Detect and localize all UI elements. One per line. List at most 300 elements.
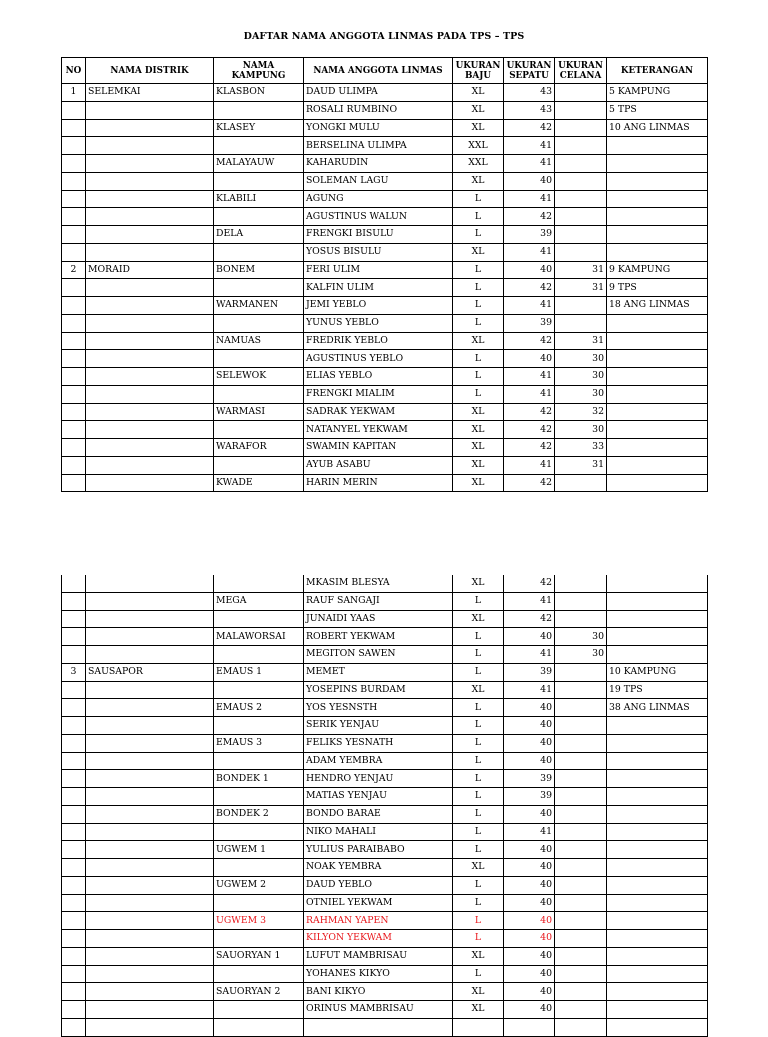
cell-kampung [214, 930, 304, 948]
cell-no [62, 859, 86, 877]
cell-baju: L [453, 912, 504, 930]
cell-baju: L [453, 752, 504, 770]
cell-baju: L [453, 314, 504, 332]
cell-baju: L [453, 297, 504, 315]
cell-baju: XL [453, 947, 504, 965]
cell-nama: KAHARUDIN [304, 155, 453, 173]
cell-celana [555, 876, 607, 894]
cell-kampung: WARMANEN [214, 297, 304, 315]
cell-keterangan: 10 ANG LINMAS [607, 119, 708, 137]
cell-keterangan [607, 385, 708, 403]
cell-kampung [214, 859, 304, 877]
table-row [62, 734, 708, 752]
table-row [62, 439, 708, 457]
table-row [62, 752, 708, 770]
table-row [62, 610, 708, 628]
cell-no [62, 243, 86, 261]
cell-no [62, 575, 86, 592]
cell-kampung: EMAUS 3 [214, 734, 304, 752]
cell-celana [555, 859, 607, 877]
cell-no [62, 610, 86, 628]
table-row [62, 823, 708, 841]
cell-baju: L [453, 876, 504, 894]
cell-no: 3 [62, 663, 86, 681]
cell-keterangan [607, 734, 708, 752]
cell-kampung: SELEWOK [214, 368, 304, 386]
cell-no [62, 314, 86, 332]
table-row [62, 243, 708, 261]
cell-sepatu: 40 [504, 699, 555, 717]
cell-sepatu: 40 [504, 261, 555, 279]
cell-distrik [86, 226, 214, 244]
cell-celana [555, 1018, 607, 1036]
cell-celana [555, 297, 607, 315]
cell-no [62, 930, 86, 948]
cell-keterangan: 5 TPS [607, 101, 708, 119]
cell-keterangan [607, 226, 708, 244]
cell-no [62, 646, 86, 664]
table-row [62, 368, 708, 386]
cell-no [62, 628, 86, 646]
table-row [62, 805, 708, 823]
cell-kampung [214, 350, 304, 368]
cell-nama: ROBERT YEKWAM [304, 628, 453, 646]
cell-baju: L [453, 734, 504, 752]
cell-distrik [86, 403, 214, 421]
cell-baju: L [453, 823, 504, 841]
cell-sepatu: 39 [504, 770, 555, 788]
cell-sepatu: 40 [504, 1001, 555, 1019]
cell-baju: L [453, 841, 504, 859]
cell-baju: XL [453, 172, 504, 190]
cell-baju: L [453, 208, 504, 226]
table-row [62, 1001, 708, 1019]
cell-kampung [214, 610, 304, 628]
cell-no [62, 172, 86, 190]
cell-nama: AGUSTINUS YEBLO [304, 350, 453, 368]
cell-keterangan [607, 912, 708, 930]
table-row [62, 297, 708, 315]
table-row [62, 894, 708, 912]
cell-distrik [86, 172, 214, 190]
cell-celana [555, 1001, 607, 1019]
cell-keterangan [607, 947, 708, 965]
cell-nama: SOLEMAN LAGU [304, 172, 453, 190]
cell-celana [555, 752, 607, 770]
cell-kampung: BONDEK 1 [214, 770, 304, 788]
cell-kampung: MALAYAUW [214, 155, 304, 173]
cell-sepatu: 40 [504, 983, 555, 1001]
cell-baju: XL [453, 859, 504, 877]
cell-baju: L [453, 699, 504, 717]
cell-distrik [86, 841, 214, 859]
cell-no [62, 474, 86, 492]
cell-distrik [86, 474, 214, 492]
cell-sepatu: 40 [504, 805, 555, 823]
cell-baju: XL [453, 983, 504, 1001]
cell-no [62, 226, 86, 244]
table-row [62, 859, 708, 877]
cell-celana [555, 155, 607, 173]
cell-nama: FRENGKI BISULU [304, 226, 453, 244]
cell-nama: RAUF SANGAJI [304, 592, 453, 610]
cell-celana: 31 [555, 456, 607, 474]
table-row [62, 137, 708, 155]
cell-celana [555, 734, 607, 752]
cell-no [62, 841, 86, 859]
table-row [62, 770, 708, 788]
cell-no [62, 456, 86, 474]
cell-sepatu: 42 [504, 279, 555, 297]
cell-keterangan [607, 243, 708, 261]
cell-no: 1 [62, 84, 86, 102]
cell-nama: NIKO MAHALI [304, 823, 453, 841]
cell-nama: JUNAIDI YAAS [304, 610, 453, 628]
table-row [62, 947, 708, 965]
cell-keterangan: 38 ANG LINMAS [607, 699, 708, 717]
cell-no [62, 403, 86, 421]
table-row [62, 119, 708, 137]
cell-kampung: MEGA [214, 592, 304, 610]
cell-nama: FELIKS YESNATH [304, 734, 453, 752]
cell-sepatu: 41 [504, 155, 555, 173]
cell-nama: YOSUS BISULU [304, 243, 453, 261]
cell-nama: ELIAS YEBLO [304, 368, 453, 386]
cell-nama: KALFIN ULIM [304, 279, 453, 297]
cell-keterangan [607, 752, 708, 770]
cell-baju: XL [453, 243, 504, 261]
cell-kampung: UGWEM 2 [214, 876, 304, 894]
cell-keterangan [607, 983, 708, 1001]
cell-celana: 31 [555, 261, 607, 279]
cell-baju: XL [453, 421, 504, 439]
cell-baju: XL [453, 1001, 504, 1019]
cell-keterangan: 9 KAMPUNG [607, 261, 708, 279]
cell-sepatu: 40 [504, 172, 555, 190]
cell-distrik [86, 610, 214, 628]
cell-kampung: SAUORYAN 1 [214, 947, 304, 965]
cell-kampung: BONEM [214, 261, 304, 279]
cell-sepatu: 40 [504, 965, 555, 983]
cell-celana: 31 [555, 332, 607, 350]
cell-no [62, 439, 86, 457]
cell-kampung [214, 172, 304, 190]
cell-nama: YULIUS PARAIBABO [304, 841, 453, 859]
cell-keterangan [607, 421, 708, 439]
cell-celana [555, 788, 607, 806]
cell-distrik [86, 439, 214, 457]
cell-nama: NOAK YEMBRA [304, 859, 453, 877]
cell-nama: ROSALI RUMBINO [304, 101, 453, 119]
cell-no [62, 368, 86, 386]
cell-no [62, 1018, 86, 1036]
cell-kampung [214, 101, 304, 119]
cell-no [62, 385, 86, 403]
cell-baju: L [453, 368, 504, 386]
cell-no [62, 297, 86, 315]
cell-baju: XL [453, 681, 504, 699]
cell-distrik [86, 912, 214, 930]
table-row [62, 575, 708, 592]
cell-distrik [86, 805, 214, 823]
cell-baju: L [453, 592, 504, 610]
cell-baju: XL [453, 439, 504, 457]
table-row [62, 190, 708, 208]
cell-distrik [86, 788, 214, 806]
cell-baju: L [453, 226, 504, 244]
cell-keterangan [607, 332, 708, 350]
cell-sepatu: 40 [504, 752, 555, 770]
cell-celana [555, 226, 607, 244]
cell-no [62, 947, 86, 965]
cell-keterangan: 18 ANG LINMAS [607, 297, 708, 315]
cell-nama: MKASIM BLESYA [304, 575, 453, 592]
cell-kampung: WARMASI [214, 403, 304, 421]
cell-kampung: SAUORYAN 2 [214, 983, 304, 1001]
cell-kampung: NAMUAS [214, 332, 304, 350]
cell-nama: DAUD ULIMPA [304, 84, 453, 102]
cell-kampung [214, 279, 304, 297]
linmas-table-page-1 [61, 57, 708, 492]
cell-celana [555, 474, 607, 492]
cell-keterangan [607, 456, 708, 474]
cell-nama: ORINUS MAMBRISAU [304, 1001, 453, 1019]
cell-no [62, 788, 86, 806]
cell-nama: NATANYEL YEKWAM [304, 421, 453, 439]
table-row [62, 681, 708, 699]
cell-keterangan [607, 894, 708, 912]
cell-no [62, 332, 86, 350]
cell-kampung: KLASBON [214, 84, 304, 102]
cell-celana: 32 [555, 403, 607, 421]
cell-distrik [86, 823, 214, 841]
cell-sepatu: 40 [504, 717, 555, 735]
cell-celana: 30 [555, 368, 607, 386]
cell-celana [555, 681, 607, 699]
cell-kampung [214, 208, 304, 226]
header-baju: UKURAN BAJU [453, 58, 504, 84]
cell-celana [555, 930, 607, 948]
cell-baju: L [453, 770, 504, 788]
cell-distrik [86, 930, 214, 948]
cell-kampung [214, 575, 304, 592]
table-row [62, 350, 708, 368]
cell-celana [555, 717, 607, 735]
cell-distrik [86, 1001, 214, 1019]
cell-baju: XL [453, 332, 504, 350]
cell-keterangan [607, 403, 708, 421]
cell-distrik [86, 279, 214, 297]
cell-sepatu: 41 [504, 297, 555, 315]
cell-baju: L [453, 385, 504, 403]
cell-no [62, 155, 86, 173]
cell-distrik: MORAID [86, 261, 214, 279]
cell-baju: XL [453, 119, 504, 137]
cell-sepatu: 40 [504, 947, 555, 965]
cell-nama: AGUNG [304, 190, 453, 208]
cell-keterangan [607, 841, 708, 859]
cell-distrik [86, 456, 214, 474]
table-row [62, 876, 708, 894]
cell-sepatu: 42 [504, 474, 555, 492]
cell-celana: 30 [555, 421, 607, 439]
cell-kampung [214, 1018, 304, 1036]
cell-distrik [86, 859, 214, 877]
cell-kampung: WARAFOR [214, 439, 304, 457]
cell-distrik [86, 734, 214, 752]
cell-no [62, 101, 86, 119]
cell-keterangan [607, 350, 708, 368]
cell-baju: XL [453, 84, 504, 102]
cell-baju: L [453, 646, 504, 664]
cell-keterangan [607, 314, 708, 332]
cell-distrik [86, 947, 214, 965]
cell-nama: FRENGKI MIALIM [304, 385, 453, 403]
cell-sepatu: 42 [504, 332, 555, 350]
cell-no: 2 [62, 261, 86, 279]
cell-keterangan [607, 823, 708, 841]
cell-distrik [86, 646, 214, 664]
header-nama: NAMA ANGGOTA LINMAS [304, 58, 453, 84]
table-row [62, 663, 708, 681]
cell-nama: MATIAS YENJAU [304, 788, 453, 806]
cell-baju: XL [453, 403, 504, 421]
cell-sepatu: 40 [504, 350, 555, 368]
cell-baju: XL [453, 610, 504, 628]
table-row [62, 717, 708, 735]
header-distrik: NAMA DISTRIK [86, 58, 214, 84]
cell-distrik [86, 717, 214, 735]
cell-celana [555, 575, 607, 592]
cell-kampung [214, 385, 304, 403]
cell-kampung [214, 314, 304, 332]
cell-sepatu: 41 [504, 646, 555, 664]
cell-celana [555, 610, 607, 628]
cell-sepatu: 42 [504, 119, 555, 137]
table-row [62, 912, 708, 930]
cell-nama: DAUD YEBLO [304, 876, 453, 894]
cell-sepatu: 42 [504, 610, 555, 628]
cell-kampung: KLASEY [214, 119, 304, 137]
cell-kampung: EMAUS 2 [214, 699, 304, 717]
cell-sepatu: 43 [504, 101, 555, 119]
cell-kampung [214, 456, 304, 474]
cell-no [62, 279, 86, 297]
table-row [62, 172, 708, 190]
table-row [62, 965, 708, 983]
cell-celana [555, 663, 607, 681]
cell-sepatu: 42 [504, 575, 555, 592]
cell-celana: 30 [555, 646, 607, 664]
cell-sepatu: 41 [504, 456, 555, 474]
cell-celana: 33 [555, 439, 607, 457]
cell-distrik [86, 190, 214, 208]
cell-kampung [214, 137, 304, 155]
cell-sepatu: 41 [504, 137, 555, 155]
cell-distrik: SAUSAPOR [86, 663, 214, 681]
cell-nama: RAHMAN YAPEN [304, 912, 453, 930]
linmas-table-page-2 [61, 575, 708, 1037]
cell-sepatu: 39 [504, 226, 555, 244]
cell-nama: JEMI YEBLO [304, 297, 453, 315]
cell-nama: BANI KIKYO [304, 983, 453, 1001]
cell-nama: SADRAK YEKWAM [304, 403, 453, 421]
cell-no [62, 119, 86, 137]
cell-distrik [86, 1018, 214, 1036]
cell-no [62, 137, 86, 155]
cell-keterangan [607, 646, 708, 664]
cell-nama: YOS YESNSTH [304, 699, 453, 717]
cell-baju: L [453, 628, 504, 646]
cell-distrik [86, 628, 214, 646]
cell-celana [555, 172, 607, 190]
cell-nama: SWAMIN KAPITAN [304, 439, 453, 457]
cell-no [62, 823, 86, 841]
cell-nama: SERIK YENJAU [304, 717, 453, 735]
table-row [62, 421, 708, 439]
cell-distrik [86, 983, 214, 1001]
cell-celana: 30 [555, 350, 607, 368]
table-row [62, 930, 708, 948]
cell-baju: L [453, 279, 504, 297]
cell-keterangan [607, 208, 708, 226]
cell-distrik [86, 332, 214, 350]
header-keterangan: KETERANGAN [607, 58, 708, 84]
cell-distrik [86, 243, 214, 261]
cell-kampung: KLABILI [214, 190, 304, 208]
cell-celana [555, 208, 607, 226]
cell-celana: 30 [555, 385, 607, 403]
cell-sepatu [504, 1018, 555, 1036]
cell-nama: LUFUT MAMBRISAU [304, 947, 453, 965]
cell-no [62, 752, 86, 770]
cell-distrik [86, 681, 214, 699]
cell-keterangan: 9 TPS [607, 279, 708, 297]
table-row [62, 226, 708, 244]
cell-keterangan [607, 610, 708, 628]
cell-distrik [86, 752, 214, 770]
cell-distrik: SELEMKAI [86, 84, 214, 102]
table-row [62, 646, 708, 664]
cell-sepatu: 40 [504, 859, 555, 877]
cell-nama: MEMET [304, 663, 453, 681]
cell-celana [555, 137, 607, 155]
cell-kampung: BONDEK 2 [214, 805, 304, 823]
cell-kampung: MALAWORSAI [214, 628, 304, 646]
cell-keterangan [607, 628, 708, 646]
cell-sepatu: 40 [504, 841, 555, 859]
cell-celana [555, 894, 607, 912]
cell-baju: XXL [453, 137, 504, 155]
cell-no [62, 894, 86, 912]
cell-no [62, 592, 86, 610]
cell-kampung [214, 243, 304, 261]
cell-nama: AYUB ASABU [304, 456, 453, 474]
table-row [62, 788, 708, 806]
table-row [62, 1018, 708, 1036]
table-body-2 [62, 575, 708, 1036]
header-row [62, 58, 708, 84]
cell-distrik [86, 101, 214, 119]
table-row [62, 101, 708, 119]
cell-kampung [214, 421, 304, 439]
cell-sepatu: 43 [504, 84, 555, 102]
cell-keterangan [607, 190, 708, 208]
cell-celana [555, 592, 607, 610]
cell-keterangan [607, 1001, 708, 1019]
cell-baju: L [453, 965, 504, 983]
cell-keterangan [607, 172, 708, 190]
